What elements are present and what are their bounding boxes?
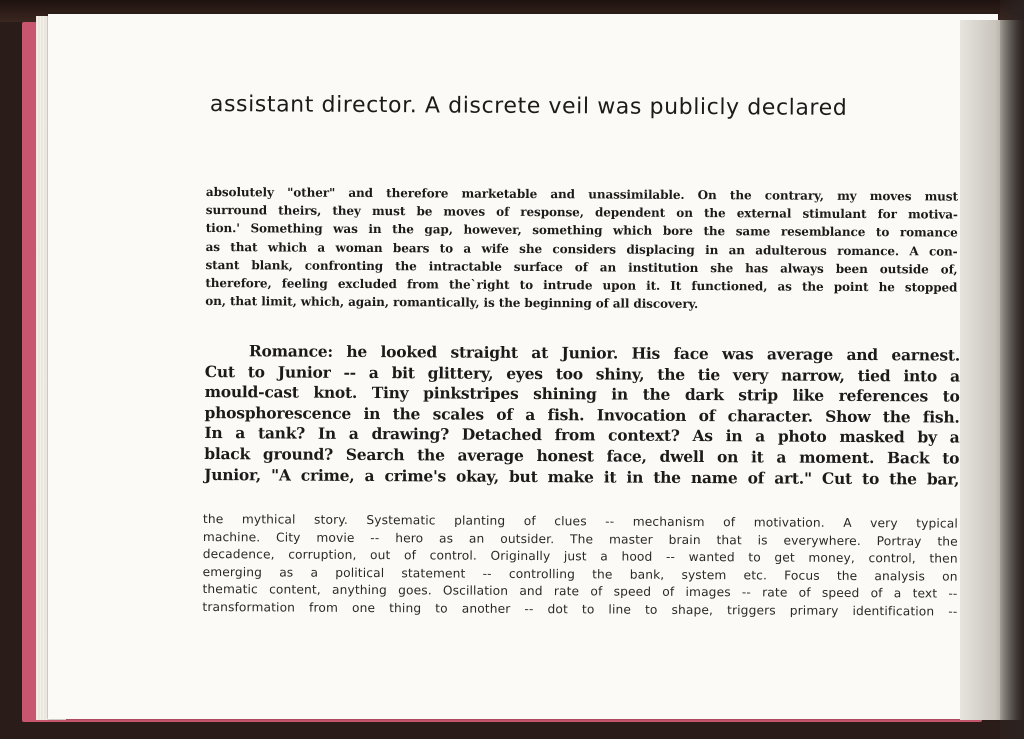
paragraph-bold-small bbox=[205, 183, 958, 315]
paragraph-notes bbox=[202, 511, 958, 621]
text-line: Junior, "A crime, a crime's okay, but make it in the name of art." Cut to the bar, bbox=[204, 464, 960, 489]
text-line: tion.' Something was in the gap, however, something which bore the same resemblance to romance bbox=[205, 221, 958, 240]
text-line: absolutely "other" and therefore marketable and unassimilable. On the contrary, my moves must bbox=[205, 184, 958, 204]
text-line: In a tank? In a drawing? Detached from context? As in a photo masked by a bbox=[204, 423, 960, 447]
text-line: machine. City movie -- hero as an outsider. The master brain that is everywhere. Portray the bbox=[202, 529, 958, 549]
heading-text: assistant director. A discrete veil was publicly declared bbox=[209, 92, 848, 121]
text-line: emerging as a political statement -- controlling the bank, system etc. Focus the analysis on bbox=[202, 564, 958, 584]
text-line: black ground? Search the average honest face, dwell on it a moment. Back to bbox=[204, 443, 960, 468]
text-line: the mythical story. Systematic planting of clues -- mechanism of motivation. A very typical bbox=[202, 511, 958, 531]
text-line: therefore, feeling excluded from the`right to intrude upon it. It functioned, as the point he stopped bbox=[205, 276, 958, 295]
text-line: decadence, corruption, out of control. Originally just a hood -- wanted to get money, control, then bbox=[202, 546, 958, 566]
text-line: thematic content, anything goes. Oscillation and rate of speed of images -- rate of speed of a text -- bbox=[202, 581, 958, 601]
text-line: surround theirs, they must be moves of response, dependent on the external stimulant for motiva- bbox=[205, 203, 958, 222]
text-line: as that which a woman bears to a wife she considers displacing in an adulterous romance. A con- bbox=[205, 239, 958, 259]
text-line: transformation from one thing to another -- dot to line to shape, triggers primary identification -- bbox=[202, 599, 958, 619]
paragraph-bold-large bbox=[204, 341, 960, 490]
text-line: on, that limit, which, again, romantically, is the beginning of all discovery. bbox=[205, 294, 699, 312]
text-line: mould-cast knot. Tiny pinkstripes shining in the dark strip like references to bbox=[204, 382, 960, 406]
page-heading-line bbox=[210, 92, 962, 122]
text-line-content: Romance: he looked straight at Junior. His face was average and earnest. bbox=[248, 341, 960, 365]
text-line: stant blank, confronting the intractable surface of an institution she has always been outside of, bbox=[205, 257, 958, 277]
text-line: Cut to Junior -- a bit glittery, eyes too shiny, the tie very narrow, tied into a bbox=[204, 361, 960, 386]
text-line: phosphorescence in the scales of a fish. Invocation of character. Show the fish. bbox=[204, 402, 960, 427]
book-spine bbox=[1000, 0, 1024, 739]
